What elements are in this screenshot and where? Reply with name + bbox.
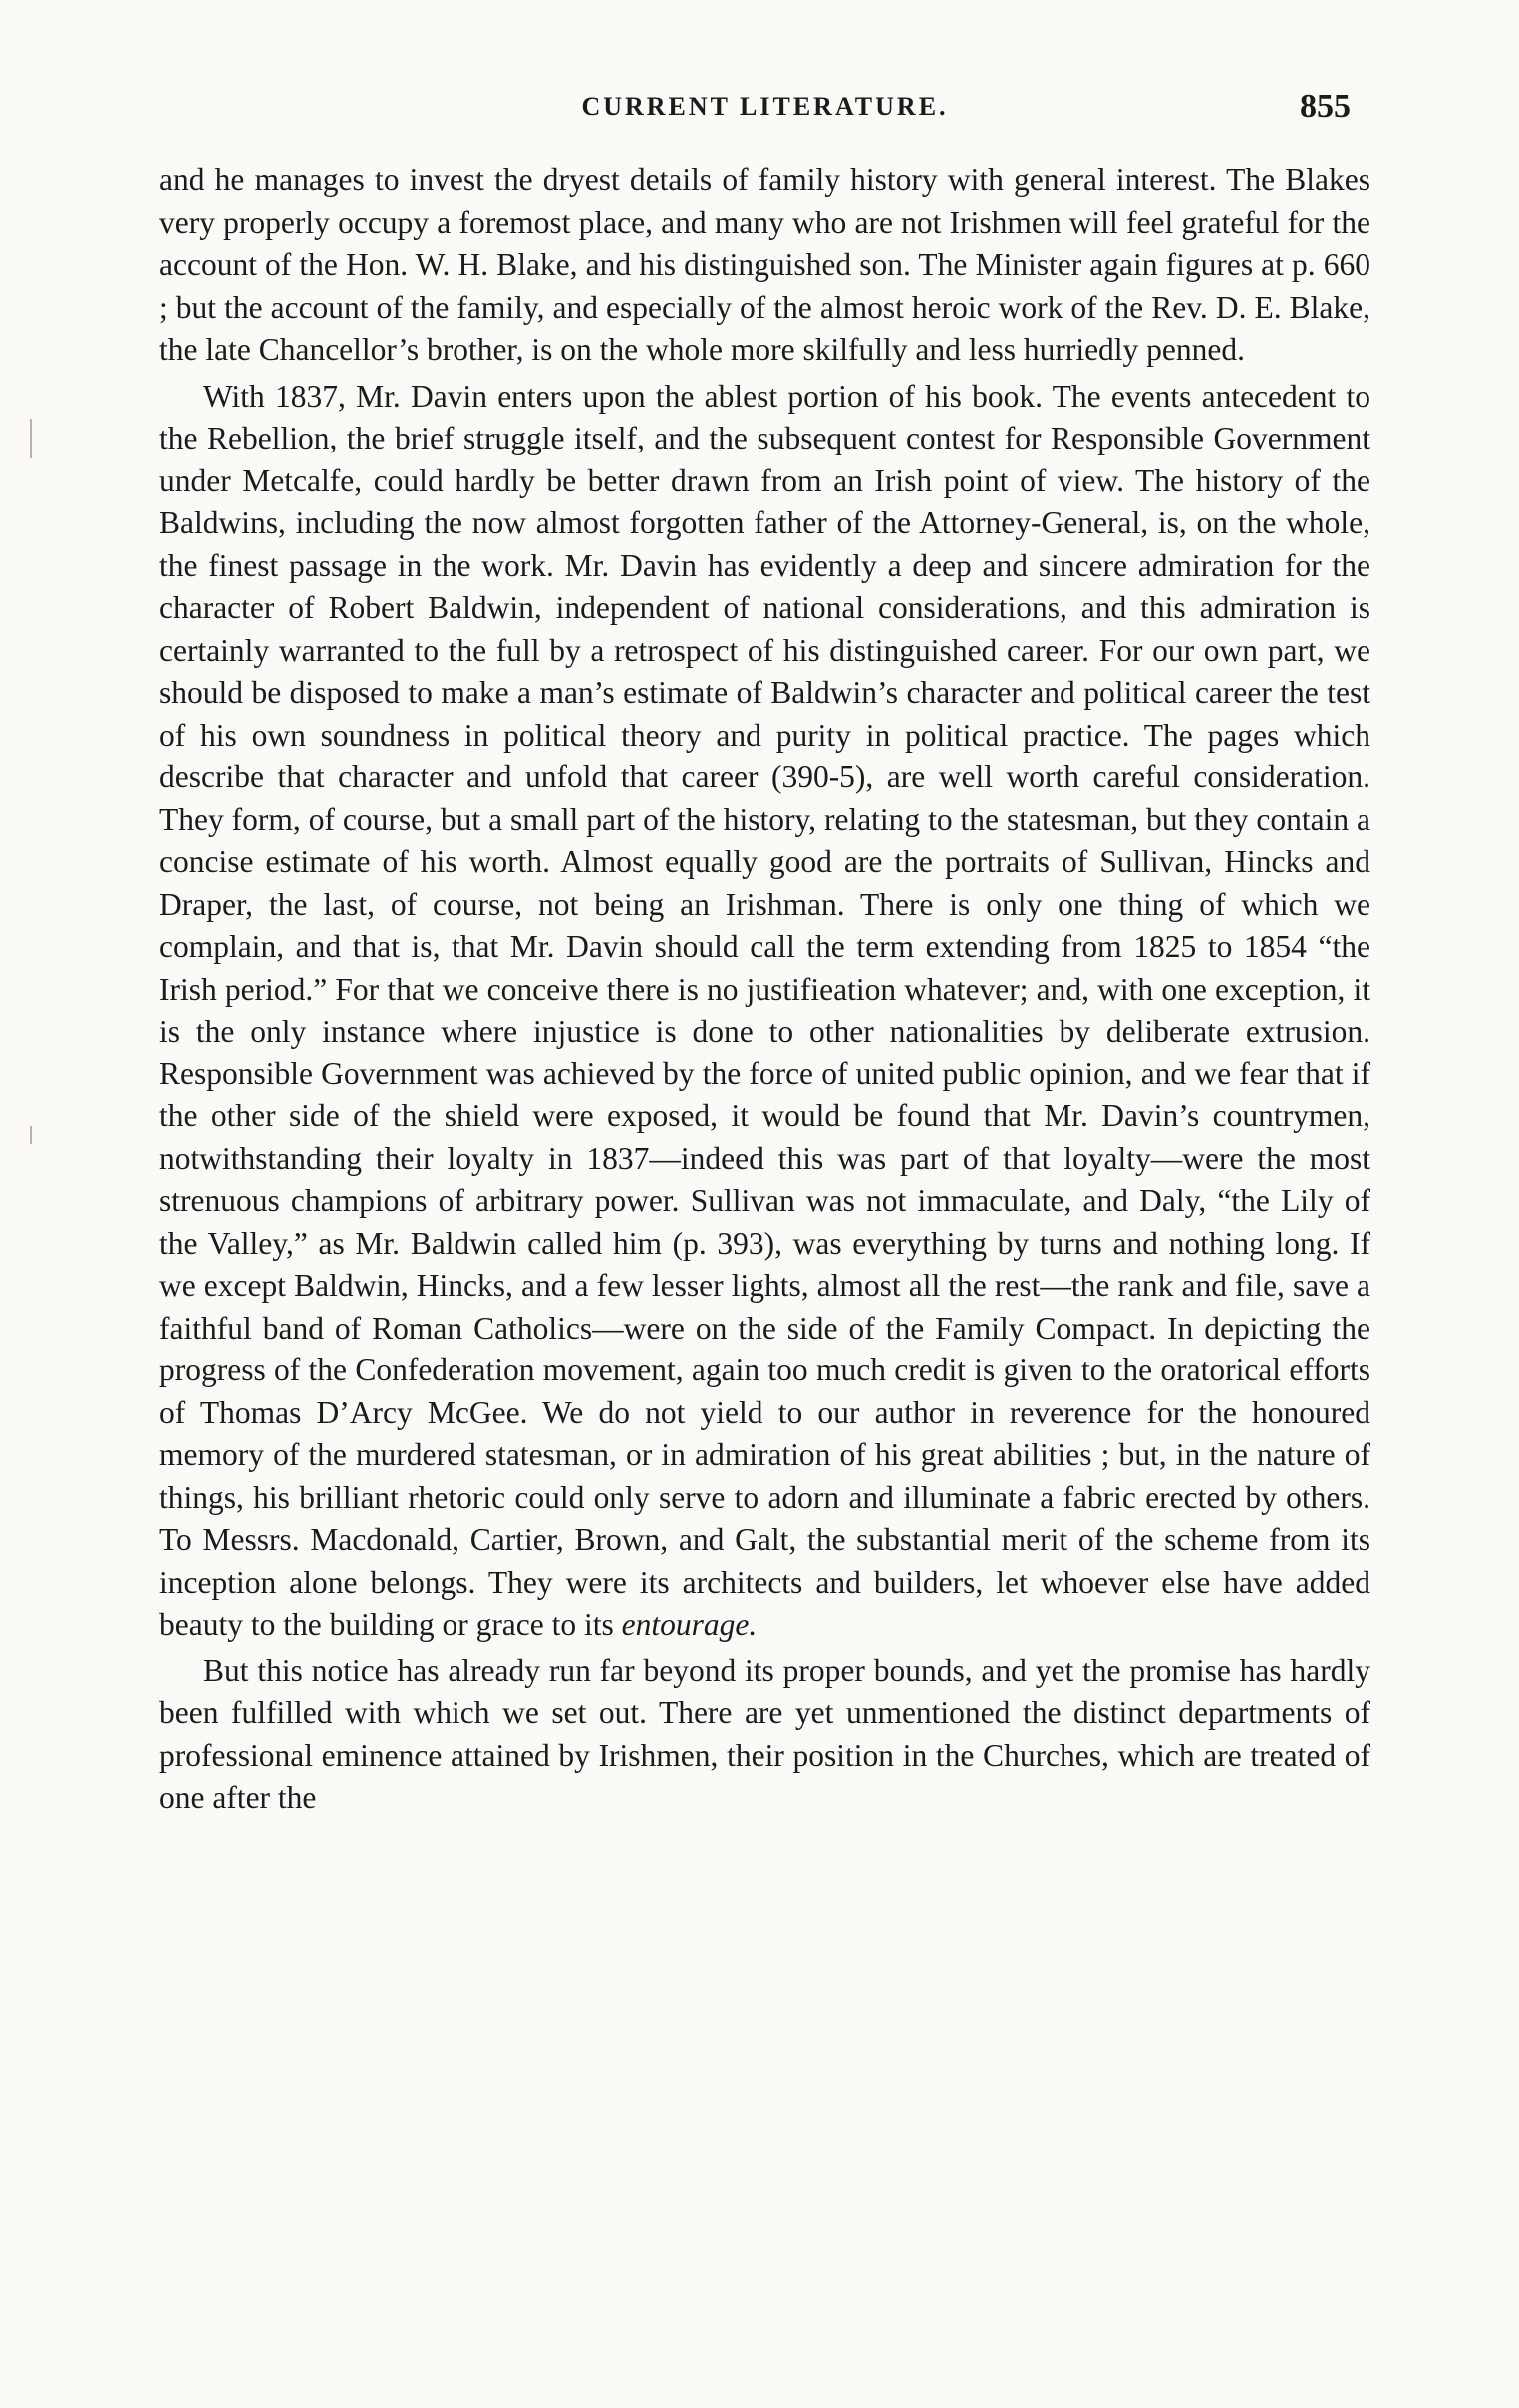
body-text xyxy=(159,159,1370,1820)
running-title: CURRENT LITERATURE. xyxy=(581,92,949,121)
scan-artifact xyxy=(30,419,32,458)
paragraph-3: But this notice has already run far beyond its proper bounds, and yet the promise has hardly been fulfilled with which we set out. There are yet unmentioned the distinct departments of professional eminence attained by Irishmen, their position in the Churches, which are treated of one after the xyxy=(159,1653,1370,1815)
paragraph-2-text: With 1837, Mr. Davin enters upon the ablest portion of his book. The events antecedent to the Rebellion, the brief struggle itself, and the subsequent contest for Responsible Government under Metcalfe, could hardly be better drawn from an Irish point of view. The history of the Baldwins, including the now almost forgotten father of the Attorney-General, is, on the whole, the finest passage in the work. Mr. Davin has evidently a deep and sincere admiration for the character of Robert Baldwin, independent of national considerations, and this admiration is certainly warranted to the full by a retrospect of his distinguished career. For our own part, we should be disposed to make a man’s estimate of Baldwin’s character and political career the test of his own soundness in political theory and purity in political practice. The pages which describe that character and unfold that career (390-5), are well worth careful consideration. They form, of course, but a small part of the history, relating to the statesman, but they contain a concise estimate of his worth. Almost equally good are the portraits of Sullivan, Hincks and Draper, the last, of course, not being an Irishman. There is only one thing of which we complain, and that is, that Mr. Davin should call the term extending from 1825 to 1854 “the Irish period.” For that we conceive there is no justifieation whatever; and, with one exception, it is the only instance where injustice is done to other nationalities by deliberate extrusion. Responsible Government was achieved by the force of united public opinion, and we fear that if the other side of the shield were exposed, it would be found that Mr. Davin’s countrymen, notwithstanding their loyalty in 1837—indeed this was part of that loyalty—were the most strenuous champions of arbitrary power. Sullivan was not immaculate, and Daly, “the Lily of the Valley,” as Mr. Baldwin called him (p. 393), was everything by turns and nothing long. If we except Baldwin, Hincks, and a few lesser lights, almost all the rest—the rank and file, save a faithful band of Roman Catholics—were on the side of the Family Compact. In depicting the progress of the Confederation movement, again too much credit is given to the oratorical efforts of Thomas D’Arcy McGee. We do not yield to our author in reverence for the honoured memory of the murdered statesman, or in admiration of his great abilities ; but, in the nature of things, his brilliant rhetoric could only serve to adorn and illuminate a fabric erected by others. To Messrs. Macdonald, Cartier, Brown, and Galt, the substantial merit of the scheme from its inception alone belongs. They were its architects and builders, let whoever else have added beauty to the building or grace to its xyxy=(159,378,1370,1642)
scan-artifact xyxy=(30,1126,32,1144)
paragraph-2-italic: entourage. xyxy=(621,1607,758,1642)
page-number: 855 xyxy=(1300,88,1351,125)
running-head xyxy=(159,88,1370,132)
paragraph-2 xyxy=(159,376,1370,1647)
paragraph-1: and he manages to invest the dryest details of family history with general interest. The Blakes very properly occupy a foremost place, and many who are not Irishmen will feel grateful for the account of the Hon. W. H. Blake, and his distinguished son. The Minister again figures at p. 660 ; but the account of the family, and especially of the almost heroic work of the Rev. D. E. Blake, the late Chancellor’s brother, is on the whole more skilfully and less hurriedly penned. xyxy=(159,162,1370,367)
